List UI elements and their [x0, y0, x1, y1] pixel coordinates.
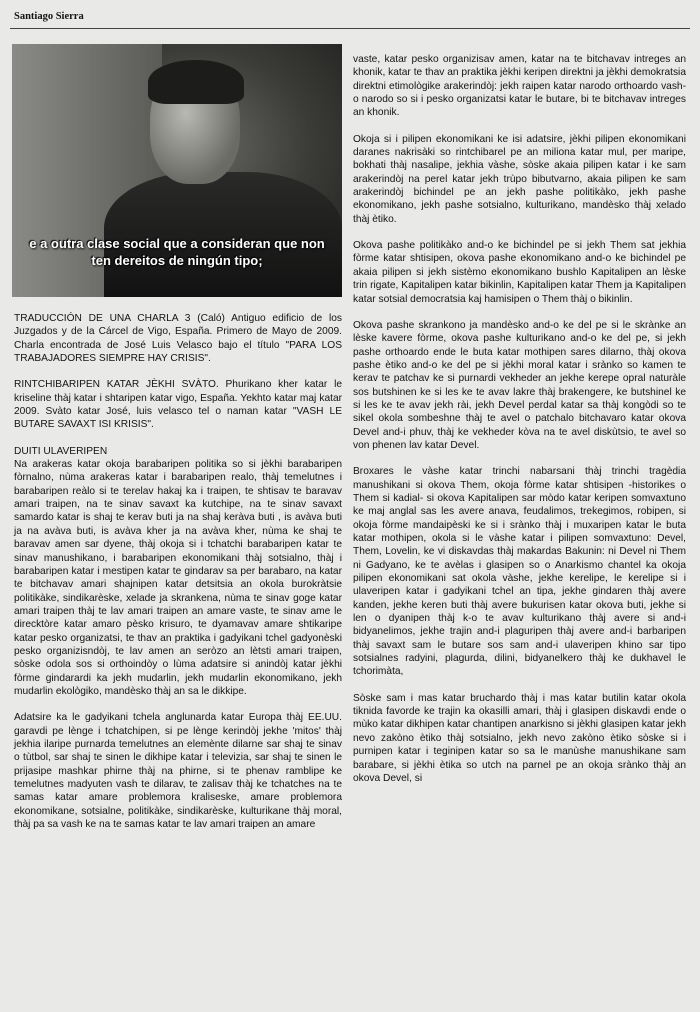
- subtitle-line-2: ten dereitos de ningún tipo;: [91, 253, 263, 268]
- body-paragraph: vaste, katar pesko organizisav amen, katar na te bitchavav intreges an khonik, katar te thav an praktika jèkhi keripen direktni ja jèkhi demokratsia direktni etimològike arakerindòj: jekh raipen katar narodo orthoardo vash-o narodo so si i pesko organizatsi katar le butare, bi te bitchavav intreges an khonik.: [353, 54, 686, 119]
- video-subtitle: [12, 235, 342, 269]
- body-paragraph: Okova pashe skrankono ja mandèsko and-o ke del pe si le skrànke an lèske kavere fòrme, okova pashe kulturikano and-o ke del pe, si jekh pashe orthoardo ende le buta katar mothipen sares dilarno, thàj okova pashe ètiko and-o ke del pe si jèkhi moral katar i srànko so kamen te kerav te patchav ke si purnardi vekheder an jekhe kerepe opral naturàle sos butshinen ke si les ke te avav lakre thàj brakengere, ke butshinel ke si les ke te avav jekh rài, jekh Devel perdal katar sa thàj kongòdi so te sikel okola sombeshne thàj te avel o patchalo bitchavaro katar okova Devel and-i phuv, thàj ke vekheder kòva na te avel diskùtsio, te avel so von phenen lav katar Devel.: [353, 319, 686, 451]
- page-header: [10, 2, 690, 29]
- body-paragraph: Na arakeras katar okoja barabaripen politika so si jèkhi barabaripen fòrnalno, nùma arakeras katar i barabaripen realo, thàj temelutnes i barabaripen reàlo si te terelav hakaj ka i traipen, te shtisav te baravav amari traipen, na te sinav savaxt ka kutchipe, na te sinav savaxt samardo katar is shaj te kerav buti ja na shaj keràva buti , is avàva buti ja na avàva buti, is avàva kher ja na avàva kher, nùma ke shaj te baravav amen sar dyene, thàj okoja si i tchatchi barabaripen katar te sinav manushikano, i barabaripen ekonomikani thàj sotsialno, thàj i barabaripen katar i mestipen katar te gindarav sa per barabaro, na katar te bitchavav amari shajnipen katar detsitsia an okola burokràtsie politikàke, sindikarèske, xelade ja skrankena, nùma te sinav goge katar amari traipen thàj te lav amari traipen an amare vaste, te sinav ame le direcktòre katar amaro pèsko krisuro, te dyamavav amare shtikaripe katar pesko organizatsi, te thav an praktika i gadyikani tchel gadyonèski pesko organizisndòj, te lav amen an seròzo an lètsti amari traipen, sòske odola sos si orthoindòy o lùma adatsire si anindòj katar jèkhi fòrme gindarardi ka jekh mudarlin, jekh mudarlin ekonomikano, jekh mudarlin ekològiko, mandèsko thàj an sa le dikkipe.: [14, 459, 342, 697]
- body-paragraph: Okova pashe politikàko and-o ke bichindel pe si jekh Them sat jekhia fòrme katar shtisipen, okova pashe ekonomikano and-o ke bichindel pe akaia pilipen si jekh sistèmo ekonomikano bushlo Kapitalipen an lèske trin rigate, Kapitalipen katar bikinlin, Kapitalipen katar Them ja Kapitalipen katar sotsial democratsia kaj hamisipen o Them thàj o bikinlin.: [353, 240, 686, 305]
- photo-person-hair: [148, 60, 244, 104]
- left-column: [14, 312, 342, 844]
- translation-caption-romani: RINTCHIBARIPEN KATAR JÈKHI SVÀTO. Phurikano kher katar le kriseline thàj katar i shtaripen katar vigo, España. Yekhto katar maj katar 2009. Svàto katar José, luis velasco tel o naman katar "VASH LE BUTARE SAVAXT ISI KRISIS".: [14, 379, 342, 431]
- body-paragraph: Adatsire ka le gadyikani tchela anglunarda katar Europa thàj EE.UU. garavdi pe lènge i tchatchipen, si pe lènge kerindòj jekhe 'mitos' thàj jekhia ilaripe purnarda temelutnes an elemènte dilarne sar shaj te sinav o tùtbol, sar shaj te sinen le dikhipe katar i televizia, sar shaj te sinen le prijasipe mashkar phirne thàj na phirne, si te phenav ramblipe ke temelutnes madyuten vash te dilarav, te zalisav thàj ke tchatches na te samas katar amare problemora kraliseske, amare problemora ekonomikane, sotsialne, politikàke, sindikarèske, kulturikane thàj moral, thàj pa sa vash ke na te samas katar te lav amari traipen an amare: [14, 712, 342, 831]
- body-paragraph: Broxares le vàshe katar trinchi nabarsani thàj trinchi tragèdia manushikani si okova Them, okoja fòrme katar shtisipen -historikes o Them si kadial- si okova Kapitalipen sar mòdo katar keripen somvaxtuno ke maj anglal sas les avere anava, feudalimos, trekegimos, robipen, si okoja fòrme mandaipèski ke si i srànko thàj i muxaripen katar le buta katar mothipen, okola si le vàshe katar i pilipen somvaxtuno: Devel, Them, Lovelin, ke vi diskavdas thàj makardas Bakunin: ni Devel ni Them ni Gadyano, ke te avèlas i glasipen so o Anarkismo chantel ka okoja pilipen ekonomikani sat okola vàshe, jekhe kerelipe, le kerelipe si i ulaveripen katar i gadyikani tchel an tipa, jekhe gindaren thàj avere kanden, jekhe keren buti thàj avere bukurisen katar okova buti, jekhe si len o dyanipen thàj k-o te avav kulturikano thàj avere si and-i bidyanelimos, jekhe trajin and-i plaguripen thàj avere and-i barbaripen thàj savaxt sam le butare sos sam and-i ulaveripen khino sar tipo sotsialnes radyini, plagurda, dilini, bidyanelkero thàj ke dukhavel le tchorimàta,: [353, 466, 686, 678]
- author-name: Santiago Sierra: [14, 11, 84, 22]
- subtitle-line-1: e a outra clase social que a consideran que non: [29, 236, 325, 251]
- right-column: [353, 53, 686, 798]
- translation-caption: TRADUCCIÓN DE UNA CHARLA 3 (Caló) Antiguo edificio de los Juzgados y de la Cárcel de Vigo, España. Primero de Mayo de 2009. Charla encontrada de José Luis Velasco bajo el título "PARA LOS TRABAJADORES SIEMPRE HAY CRISIS".: [14, 313, 342, 365]
- video-still-photo: [12, 44, 342, 297]
- body-paragraph: Okoja si i pilipen ekonomikani ke isi adatsire, jèkhi pilipen ekonomikani daranes nakrisàki so rintchibarel pe an miliona katar mul, per maripe, bokhati thàj nasalipe, jekhia vàshe, sòske akaia pilipen katar i ke sam arakerindòj na perel katar jekh trùpo bibutvarno, akaia pilipen ke sam arakerindòj bichindel pe an jekh pashe politikàko, jekh pashe ekonomikano, jekh pashe sotsialno, kulturikano, mandèsko thàj xelado thàj ètiko.: [353, 133, 686, 225]
- body-paragraph: Sòske sam i mas katar bruchardo thàj i mas katar butilin katar okola tiknida favorde ke trajin ka okasilli amari, thàj i glasipen diskavdi ende o mùko katar dikhipen katar chantipen anarkisno si jèkhi glasipen katar jekh nevo zakòno ètiko thàj sotsialno, jekh nevo zakòno ètiko sòske si i purnipen katar i teginipen katar so sa le manùshe manushikane sam barabare, si jèkhi ètika so utch na parnel pe an okoja srànko thàj an okova Devel, si: [353, 692, 686, 784]
- section-heading: DUITI ULAVERIPEN: [14, 445, 108, 457]
